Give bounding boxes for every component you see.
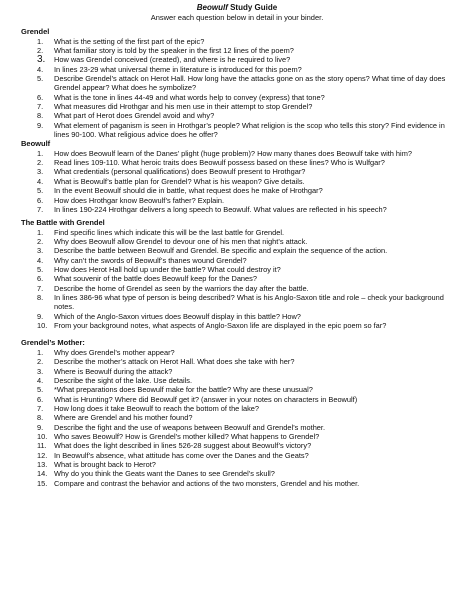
question-item xyxy=(0,284,474,293)
question-number: 3. xyxy=(37,246,44,256)
question-list xyxy=(0,348,474,488)
question-number: 6. xyxy=(37,394,44,404)
question-item xyxy=(0,228,474,237)
question-number: 9. xyxy=(37,120,44,130)
title-rest: Study Guide xyxy=(227,3,278,12)
question-item xyxy=(0,37,474,46)
question-number: 2. xyxy=(37,45,44,55)
question-text: What credentials (personal qualifications) does Beowulf present to Hrothgar? xyxy=(54,167,306,177)
question-number: 11. xyxy=(37,441,47,451)
question-item xyxy=(0,102,474,111)
question-text: In lines 23-29 what universal theme in literature is introduced for this poem? xyxy=(54,64,302,74)
section-gap xyxy=(0,330,474,338)
question-item xyxy=(0,348,474,357)
question-item xyxy=(0,432,474,441)
question-text: What element of paganism is seen in Hrothgar’s people? What religion is the scop who tells this story? Find evidence in lines 90-100. What religious advice does he offer? xyxy=(54,120,445,139)
question-number: 7. xyxy=(37,404,44,414)
question-text: How does Beowulf learn of the Danes’ plight (huge problem)? How many thanes does Beowulf take with him? xyxy=(54,148,412,158)
section-heading: Beowulf xyxy=(21,139,51,149)
page-subtitle: Answer each question below in detail in your binder. xyxy=(150,13,324,22)
question-text: What does the light described in lines 526-28 suggest about Beowulf’s victory? xyxy=(54,441,312,451)
question-number: 12. xyxy=(37,450,48,460)
question-number: 6. xyxy=(37,195,44,205)
question-text: Compare and contrast the behavior and actions of the two monsters, Grendel and his mother. xyxy=(54,478,360,488)
question-number: 3. xyxy=(37,366,44,376)
question-number: 8. xyxy=(37,111,44,121)
question-text: Why does Beowulf allow Grendel to devour one of his men that night’s attack. xyxy=(54,237,308,247)
question-number: 8. xyxy=(37,293,44,303)
question-item xyxy=(0,205,474,214)
question-item xyxy=(0,246,474,255)
question-text: Why does Grendel’s mother appear? xyxy=(54,347,175,357)
sections-container xyxy=(0,27,474,488)
question-item xyxy=(0,186,474,195)
question-number: 1. xyxy=(37,148,44,158)
question-item xyxy=(0,395,474,404)
question-number: 1. xyxy=(37,347,44,357)
question-item xyxy=(0,376,474,385)
question-number: 8. xyxy=(37,413,44,423)
question-text: What is the setting of the first part of the epic? xyxy=(54,36,205,46)
question-text: Find specific lines which indicate this will be the last battle for Grendel. xyxy=(54,227,285,237)
question-item xyxy=(0,196,474,205)
question-item xyxy=(0,441,474,450)
question-item xyxy=(0,74,474,93)
question-text: *What preparations does Beowulf make for the battle? Why are these unusual? xyxy=(54,385,313,395)
question-number: 7. xyxy=(37,283,44,293)
question-text: What is Beowulf’s battle plan for Grendel? What is his weapon? Give details. xyxy=(54,176,305,186)
question-number: 1. xyxy=(37,227,44,237)
question-item xyxy=(0,149,474,158)
title-italic: Beowulf xyxy=(196,3,228,12)
question-item xyxy=(0,237,474,246)
section-heading: The Battle with Grendel xyxy=(21,218,105,228)
question-text: Which of the Anglo-Saxon virtues does Beowulf display in this battle? How? xyxy=(54,311,301,321)
question-text: Describe the mother’s attack on Herot Hall. What does she take with her? xyxy=(54,357,295,367)
question-item xyxy=(0,404,474,413)
question-number: 9. xyxy=(37,311,44,321)
question-number: 14. xyxy=(37,469,48,479)
question-item xyxy=(0,256,474,265)
question-item xyxy=(0,55,474,64)
question-number: 1. xyxy=(37,36,44,46)
question-item xyxy=(0,357,474,366)
question-text: Where is Beowulf during the attack? xyxy=(54,366,173,376)
question-text: What is Hrunting? Where did Beowulf get it? (answer in your notes on characters in Beowulf) xyxy=(54,394,358,404)
question-item xyxy=(0,111,474,120)
question-text: Why do you think the Geats want the Danes to see Grendel’s skull? xyxy=(54,469,275,479)
question-text: Who saves Beowulf? How is Grendel’s mother killed? What happens to Grendel? xyxy=(54,432,320,442)
question-number: 9. xyxy=(37,422,44,432)
question-item xyxy=(0,451,474,460)
question-item xyxy=(0,177,474,186)
question-number: 5. xyxy=(37,265,44,275)
question-number: 5. xyxy=(37,186,44,196)
question-text: Why can’t the swords of Beowulf’s thanes wound Grendel? xyxy=(54,255,247,265)
question-item xyxy=(0,385,474,394)
question-text: In lines 386-96 what type of person is being described? What is his Anglo-Saxon title and role – check your background notes. xyxy=(54,293,444,312)
question-item xyxy=(0,121,474,140)
question-item xyxy=(0,65,474,74)
question-item xyxy=(0,274,474,283)
question-text: In the event Beowulf should die in battle, what request does he make of Hrothgar? xyxy=(54,186,323,196)
question-number: 5. xyxy=(37,73,44,83)
section-heading: Grendel’s Mother: xyxy=(21,338,85,348)
question-number: 2. xyxy=(37,158,44,168)
question-item xyxy=(0,469,474,478)
question-text: Describe the fight and the use of weapons between Beowulf and Grendel’s mother. xyxy=(54,422,326,432)
question-item xyxy=(0,312,474,321)
question-text: What is brought back to Herot? xyxy=(54,460,156,470)
question-item xyxy=(0,93,474,102)
question-number: 10. xyxy=(37,432,48,442)
question-number: 7. xyxy=(37,204,44,214)
question-item xyxy=(0,167,474,176)
question-text: What familiar story is told by the speaker in the first 12 lines of the poem? xyxy=(54,45,294,55)
question-item xyxy=(0,423,474,432)
question-number: 3. xyxy=(37,54,46,66)
question-number: 2. xyxy=(37,357,44,367)
question-text: Describe the home of Grendel as seen by the warriors the day after the battle. xyxy=(54,283,309,293)
question-text: What measures did Hrothgar and his men use in their attempt to stop Grendel? xyxy=(54,101,313,111)
question-number: 6. xyxy=(37,92,44,102)
page-title xyxy=(0,3,474,13)
question-item xyxy=(0,479,474,488)
question-item xyxy=(0,265,474,274)
question-text: How does Herot Hall hold up under the battle? What could destroy it? xyxy=(54,265,281,275)
question-text: What is the tone in lines 44-49 and what words help to convey (express) that tone? xyxy=(54,92,325,102)
question-item xyxy=(0,367,474,376)
question-text: In Beowulf’s absence, what attitude has come over the Danes and the Geats? xyxy=(54,450,309,460)
question-list xyxy=(0,149,474,214)
question-number: 3. xyxy=(37,167,44,177)
question-text: What part of Herot does Grendel avoid and why? xyxy=(54,111,215,121)
question-item xyxy=(0,413,474,422)
question-number: 2. xyxy=(37,237,44,247)
question-number: 4. xyxy=(37,376,44,385)
question-text: What souvenir of the battle does Beowulf keep for the Danes? xyxy=(54,274,257,284)
question-text: From your background notes, what aspects of Anglo-Saxon life are displayed in the epic poem so far? xyxy=(54,321,387,331)
question-number: 15. xyxy=(37,478,48,488)
question-text: How was Grendel conceived (created), and where is he required to live? xyxy=(54,55,291,65)
question-text: Read lines 109-110. What heroic traits does Beowulf possess based on these lines? Who is Wulfgar? xyxy=(54,158,385,168)
question-number: 4. xyxy=(37,64,44,74)
question-text: Describe Grendel’s attack on Herot Hall. How long have the attacks gone on as the story opens? What time of day does Grendel appear? What does he symbolize? xyxy=(54,73,446,93)
question-list xyxy=(0,228,474,331)
question-text: How long does it take Beowulf to reach the bottom of the lake? xyxy=(54,404,260,414)
question-text: Where are Grendel and his mother found? xyxy=(54,413,193,423)
question-number: 7. xyxy=(37,101,44,111)
question-text: Describe the battle between Beowulf and Grendel. Be specific and explain the sequence of the action. xyxy=(54,246,388,256)
question-number: 13. xyxy=(37,460,48,470)
question-text: In lines 190-224 Hrothgar delivers a long speech to Beowulf. What values are reflected in his speech? xyxy=(54,204,387,214)
question-item xyxy=(0,321,474,330)
question-item xyxy=(0,293,474,312)
section-heading: Grendel xyxy=(21,27,50,36)
question-list xyxy=(0,37,474,140)
question-item xyxy=(0,460,474,469)
question-number: 4. xyxy=(37,255,44,265)
question-item xyxy=(0,46,474,55)
question-text: Describe the sight of the lake. Use details. xyxy=(54,376,193,385)
question-item xyxy=(0,158,474,167)
question-number: 6. xyxy=(37,274,44,284)
question-number: 10. xyxy=(37,321,48,331)
question-number: 4. xyxy=(37,176,44,186)
question-text: How does Hrothgar know Beowulf’s father? Explain. xyxy=(54,195,225,205)
question-number: 5. xyxy=(37,385,44,395)
